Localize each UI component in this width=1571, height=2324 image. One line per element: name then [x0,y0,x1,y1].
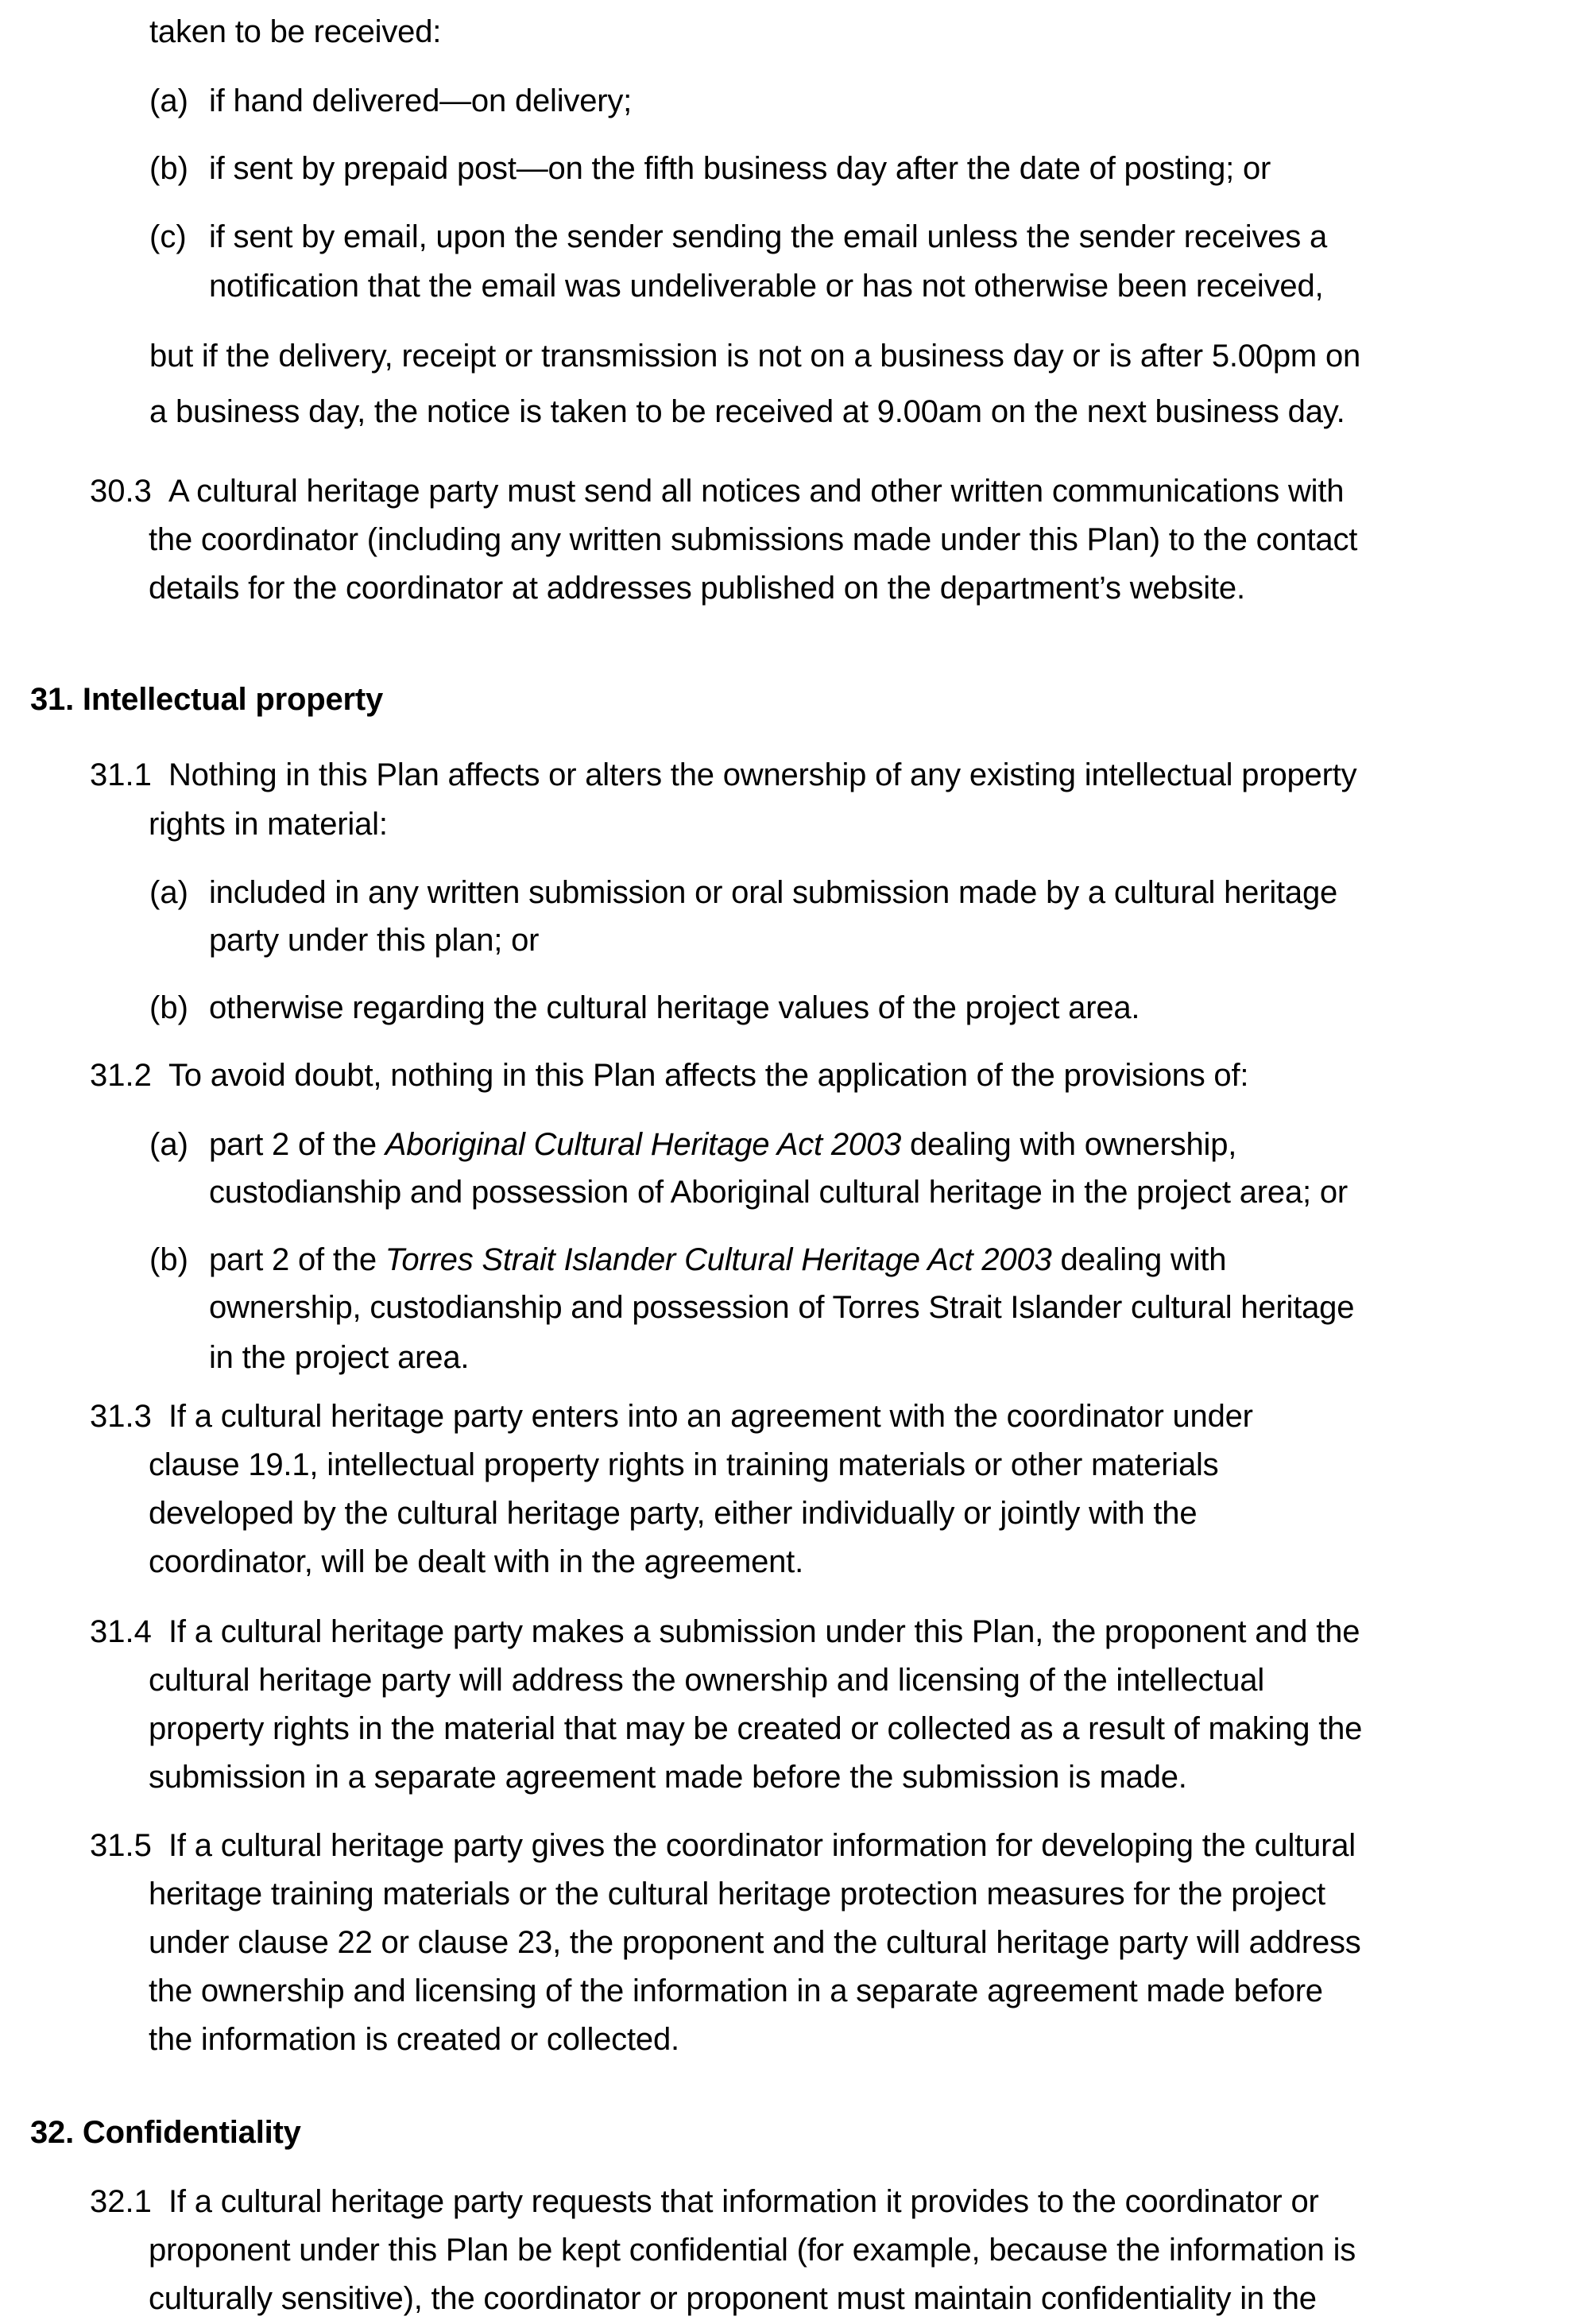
clause-text: cultural heritage party will address the ownership and licensing of the intellectual [149,1663,1265,1698]
clause-text: the coordinator (including any written submissions made under this Plan) to the contact [149,522,1358,557]
clause-number: 31.5 [90,1828,152,1863]
clause-text: A cultural heritage party must send all notices and other written communications with [168,474,1345,509]
list-item-text: if sent by prepaid post—on the fifth business day after the date of posting; or [209,151,1271,186]
clause-text: To avoid doubt, nothing in this Plan affects the application of the provisions of: [168,1058,1249,1093]
list-item-text: if hand delivered—on delivery; [209,83,633,118]
clause-number: 30.3 [90,474,152,509]
clause-number: 31.1 [90,757,152,792]
clause-text: culturally sensitive), the coordinator or proponent must maintain confidentiality in the [149,2281,1317,2316]
clause-30-2-continuation: taken to be received: [149,14,442,49]
list-item-text: custodianship and possession of Aboriginal cultural heritage in the project area; or [209,1175,1348,1210]
clause-text: If a cultural heritage party gives the coordinator information for developing the cultural [168,1828,1356,1863]
paragraph-line: but if the delivery, receipt or transmission is not on a business day or is after 5.00pm on [149,339,1361,374]
list-item-text: included in any written submission or oral submission made by a cultural heritage [209,875,1338,910]
clause-text: the ownership and licensing of the information in a separate agreement made before [149,1973,1323,2008]
text-segment: dealing with [1051,1242,1227,1277]
clause-text: If a cultural heritage party enters into an agreement with the coordinator under [168,1399,1253,1434]
paragraph-line: a business day, the notice is taken to be received at 9.00am on the next business day. [149,394,1345,429]
clause-text: property rights in the material that may be created or collected as a result of making the [149,1711,1363,1746]
clause-text: submission in a separate agreement made before the submission is made. [149,1760,1187,1795]
list-item-text [209,1241,1226,1279]
text-segment: part 2 of the [209,1127,385,1162]
list-item-text: ownership, custodianship and possession of Torres Strait Islander cultural heritage [209,1290,1355,1325]
clause-text: proponent under this Plan be kept confidential (for example, because the information is [149,2233,1356,2268]
clause-number: 32.1 [90,2184,152,2219]
clause-text: the information is created or collected. [149,2022,679,2057]
list-item-text: party under this plan; or [209,923,540,958]
clause-text: coordinator, will be dealt with in the agreement. [149,1544,804,1579]
clause-number: 31.3 [90,1399,152,1434]
clause-text: If a cultural heritage party makes a submission under this Plan, the proponent and the [168,1614,1360,1649]
item-label: (a) [149,875,188,910]
item-label: (a) [149,83,188,118]
clause-text: Nothing in this Plan affects or alters the ownership of any existing intellectual property [168,757,1357,792]
item-label: (b) [149,151,188,186]
list-item-text [209,1125,1236,1164]
act-title: Torres Strait Islander Cultural Heritage Act 2003 [385,1242,1052,1277]
list-item-text: otherwise regarding the cultural heritage values of the project area. [209,990,1140,1025]
section-heading: 31. Intellectual property [30,682,384,717]
text-segment: part 2 of the [209,1242,385,1277]
clause-text: If a cultural heritage party requests that information it provides to the coordinator or [168,2184,1319,2219]
section-heading: 32. Confidentiality [30,2115,301,2150]
item-label: (b) [149,1242,188,1277]
list-item-text: notification that the email was undeliverable or has not otherwise been received, [209,269,1324,304]
item-label: (b) [149,990,188,1025]
act-title: Aboriginal Cultural Heritage Act 2003 [385,1127,902,1162]
clause-text: clause 19.1, intellectual property rights in training materials or other materials [149,1447,1219,1482]
item-label: (a) [149,1127,188,1162]
list-item-text: if sent by email, upon the sender sending the email unless the sender receives a [209,219,1328,254]
clause-text: details for the coordinator at addresses published on the department’s website. [149,571,1245,606]
clause-text: rights in material: [149,807,388,842]
text-segment: dealing with ownership, [901,1127,1237,1162]
clause-number: 31.2 [90,1058,152,1093]
clause-text: heritage training materials or the cultural heritage protection measures for the project [149,1877,1325,1911]
item-label: (c) [149,219,187,254]
clause-number: 31.4 [90,1614,152,1649]
clause-text: developed by the cultural heritage party, either individually or jointly with the [149,1496,1198,1531]
list-item-text: in the project area. [209,1340,470,1375]
clause-text: under clause 22 or clause 23, the proponent and the cultural heritage party will address [149,1925,1361,1960]
